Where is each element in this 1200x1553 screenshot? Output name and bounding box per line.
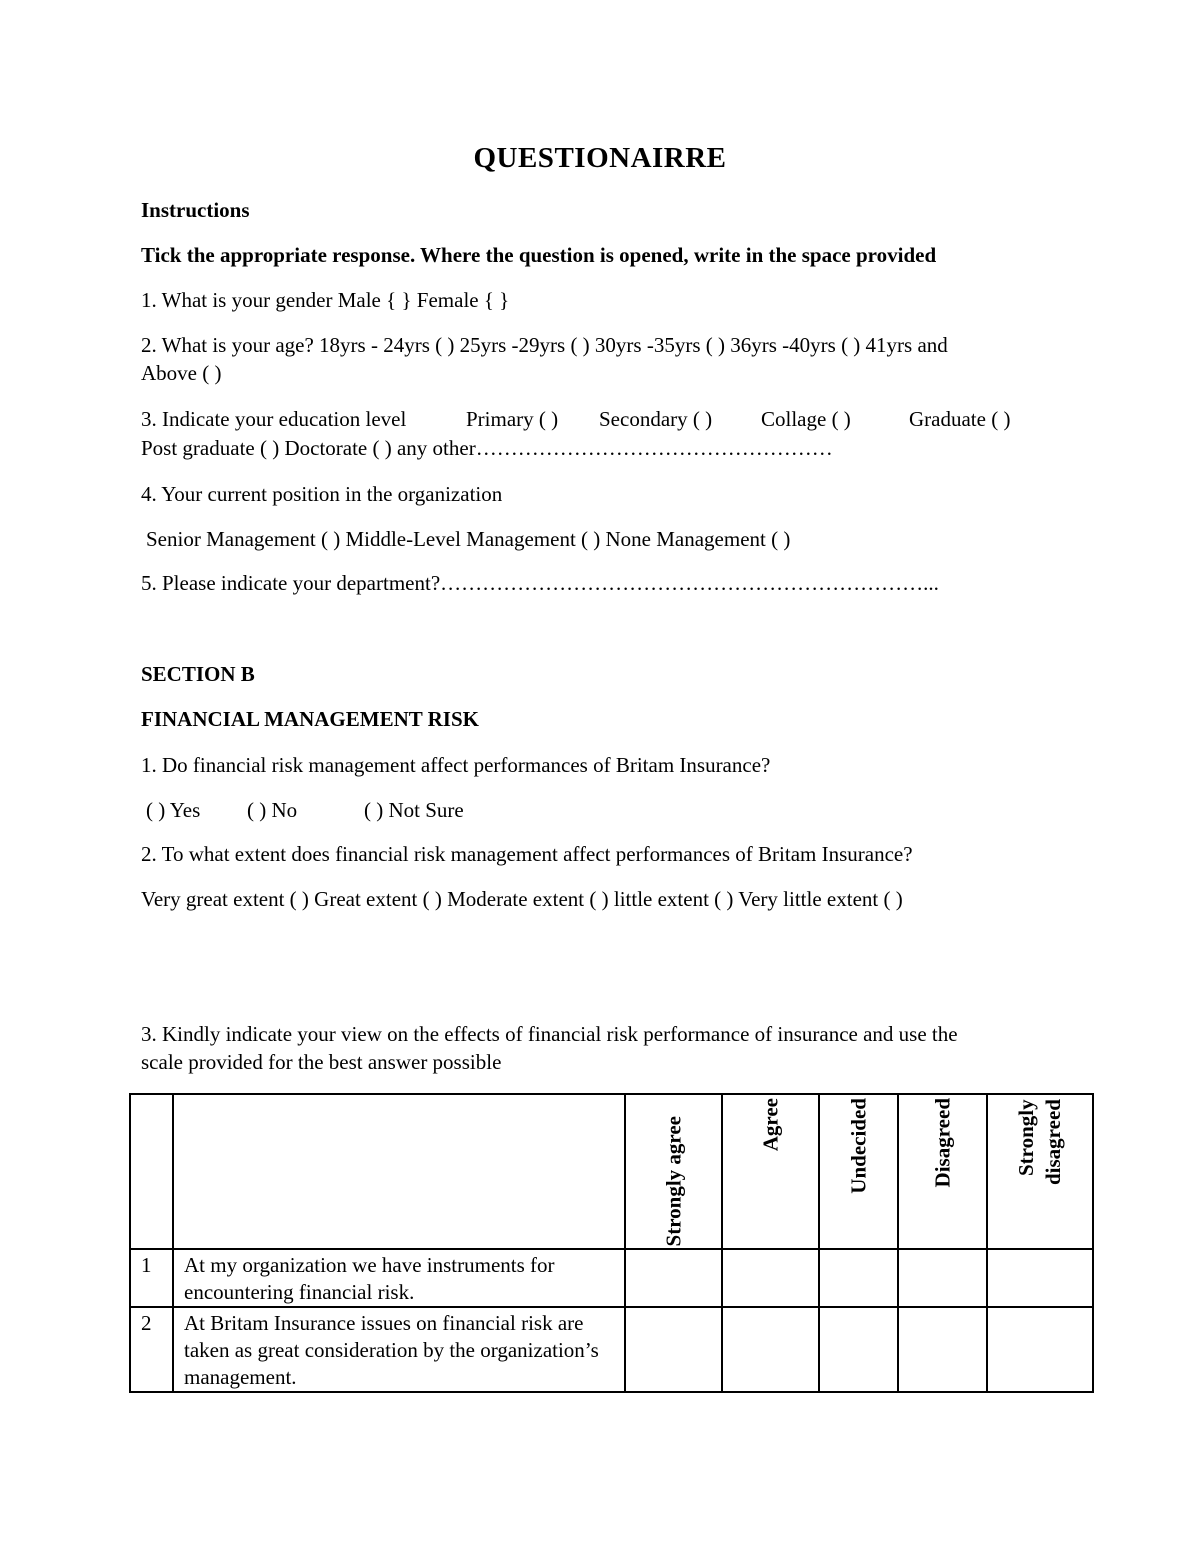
rating-cell-agree[interactable] <box>722 1307 819 1392</box>
rating-cell-agree[interactable] <box>722 1249 819 1307</box>
option-not-sure: ( ) Not Sure <box>364 798 464 822</box>
header-disagreed <box>898 1094 987 1249</box>
rating-cell-disagreed[interactable] <box>898 1249 987 1307</box>
document-title: QUESTIONAIRRE <box>473 142 727 174</box>
header-undecided <box>819 1094 898 1249</box>
table-header-row <box>130 1094 1093 1249</box>
question-view-continued: scale provided for the best answer possible <box>141 1050 502 1074</box>
instructions-heading: Instructions <box>141 198 250 222</box>
education-option-primary: Primary ( ) <box>466 407 559 431</box>
extent-options: Very great extent ( ) Great extent ( ) Moderate extent ( ) little extent ( ) Very little extent ( ) <box>141 887 903 911</box>
header-agree <box>722 1094 819 1249</box>
rating-cell-strongly-agree[interactable] <box>625 1249 722 1307</box>
question-age-continued: Above ( ) <box>141 361 222 385</box>
rating-table <box>129 1093 1094 1393</box>
question-department: 5. Please indicate your department?……………………………………………………………... <box>141 571 939 595</box>
rating-cell-strongly-agree[interactable] <box>625 1307 722 1392</box>
table-row <box>130 1307 1093 1392</box>
header-strongly-agree <box>625 1094 722 1249</box>
section-b-heading: SECTION B <box>141 662 255 686</box>
question-education <box>141 405 1041 433</box>
header-statement-cell <box>173 1094 625 1249</box>
risk-affect-options <box>146 796 546 824</box>
rating-cell-disagreed[interactable] <box>898 1307 987 1392</box>
section-b-subheading: FINANCIAL MANAGEMENT RISK <box>141 707 479 731</box>
header-disagreed-label: Disagreed <box>930 1098 954 1188</box>
education-option-graduate: Graduate ( ) <box>909 407 1011 431</box>
position-options: Senior Management ( ) Middle-Level Management ( ) None Management ( ) <box>146 527 791 551</box>
rating-cell-undecided[interactable] <box>819 1249 898 1307</box>
question-education-continued: Post graduate ( ) Doctorate ( ) any other…………………………………………… <box>141 436 833 460</box>
question-age: 2. What is your age? 18yrs - 24yrs ( ) 25yrs -29yrs ( ) 30yrs -35yrs ( ) 36yrs -40yrs ( ) 41yrs and <box>141 333 948 357</box>
header-strongly-disagreed <box>987 1094 1093 1249</box>
header-strongly-agree-label: Strongly agree <box>661 1115 685 1246</box>
option-yes: ( ) Yes <box>146 798 201 822</box>
question-view: 3. Kindly indicate your view on the effects of financial risk performance of insurance and use the <box>141 1022 958 1046</box>
row-statement: At my organization we have instruments for encountering financial risk. <box>173 1249 625 1307</box>
rating-cell-undecided[interactable] <box>819 1307 898 1392</box>
row-number: 1 <box>130 1249 173 1307</box>
education-option-collage: Collage ( ) <box>761 407 851 431</box>
question-extent: 2. To what extent does financial risk management affect performances of Britam Insurance? <box>141 842 913 866</box>
rating-cell-strongly-disagreed[interactable] <box>987 1249 1093 1307</box>
education-option-secondary: Secondary ( ) <box>599 407 713 431</box>
question-gender: 1. What is your gender Male { } Female { } <box>141 288 510 312</box>
education-label: 3. Indicate your education level <box>141 407 407 431</box>
header-strongly-disagreed-label: Strongly disagreed <box>1014 1099 1065 1185</box>
option-no: ( ) No <box>247 798 298 822</box>
instructions-text: Tick the appropriate response. Where the question is opened, write in the space provided <box>141 243 937 267</box>
table-row <box>130 1249 1093 1307</box>
header-agree-label: Agree <box>758 1098 782 1152</box>
question-risk-affect: 1. Do financial risk management affect performances of Britam Insurance? <box>141 753 771 777</box>
header-number-cell <box>130 1094 173 1249</box>
row-number: 2 <box>130 1307 173 1392</box>
header-undecided-label: Undecided <box>846 1098 870 1194</box>
question-position: 4. Your current position in the organization <box>141 482 503 506</box>
row-statement: At Britam Insurance issues on financial risk are taken as great consideration by the organization’s management. <box>173 1307 625 1392</box>
rating-cell-strongly-disagreed[interactable] <box>987 1307 1093 1392</box>
